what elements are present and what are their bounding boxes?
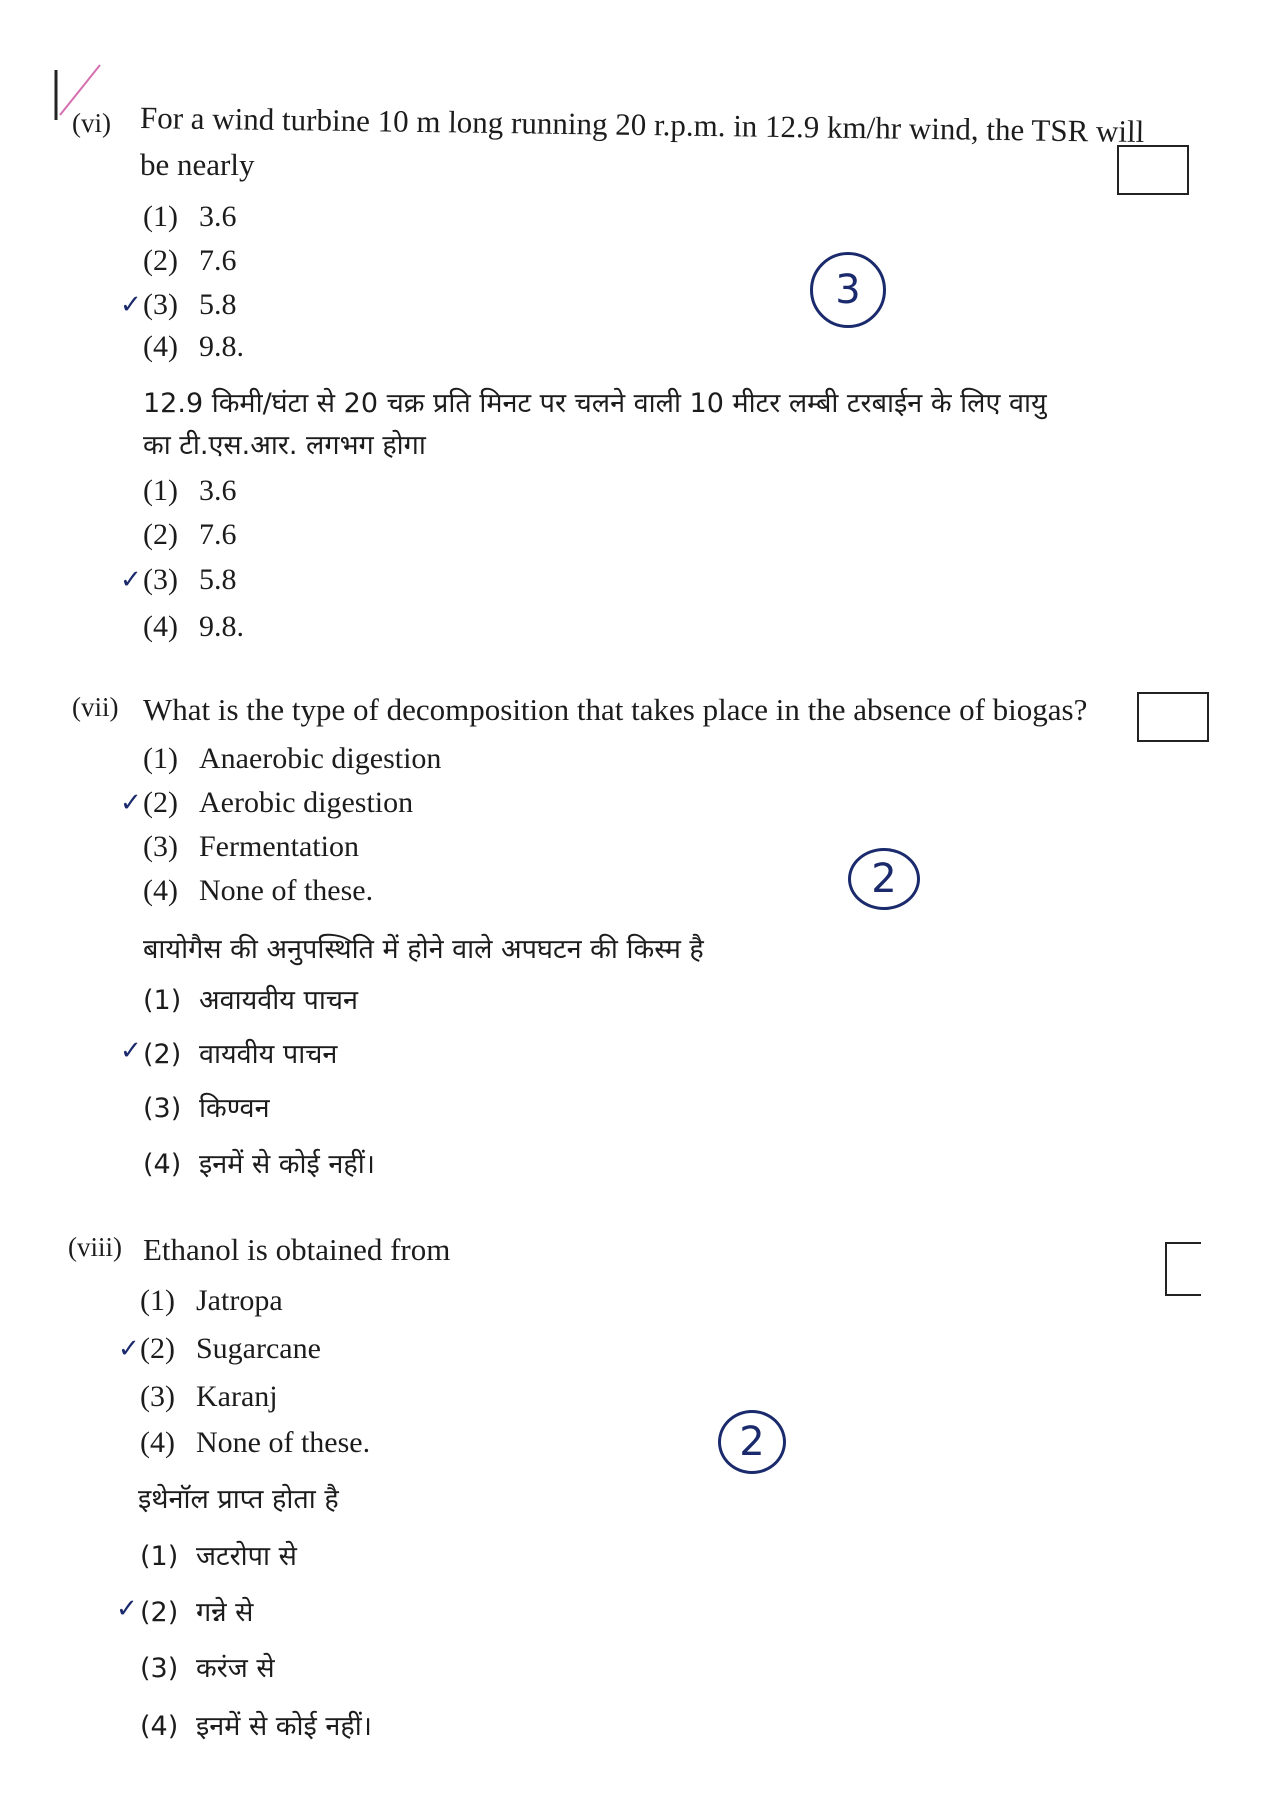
- option-4: (4) None of these.: [140, 1426, 371, 1459]
- question-text-line2: be nearly: [140, 147, 255, 182]
- question-number: (viii): [68, 1232, 122, 1262]
- option-3-hindi: (3) 5.8: [143, 563, 237, 596]
- option-4-hindi: (4) इनमें से कोई नहीं।: [143, 1149, 375, 1180]
- option-4: (4) 9.8.: [143, 330, 244, 363]
- answer-box[interactable]: [1137, 692, 1209, 742]
- tick-mark: ✓: [116, 1594, 138, 1624]
- option-4: (4) None of these.: [143, 874, 374, 907]
- option-1-hindi: (1) जटरोपा से: [140, 1541, 297, 1572]
- option-1: (1) 3.6: [143, 200, 237, 233]
- tick-mark: ✓: [120, 565, 142, 595]
- option-1-hindi: (1) 3.6: [143, 474, 237, 507]
- question-number: (vii): [72, 692, 119, 722]
- tick-mark: ✓: [120, 1036, 142, 1066]
- option-2-hindi: (2) 7.6: [143, 518, 237, 551]
- option-2: (2) Aerobic digestion: [143, 786, 414, 819]
- question-text-hindi-line1: 12.9 किमी/घंटा से 20 चक्र प्रति मिनट पर चलने वाली 10 मीटर लम्बी टरबाईन के लिए वायु: [143, 388, 1047, 419]
- option-3: (3) 5.8: [143, 288, 237, 321]
- question-number: (vi): [72, 108, 111, 138]
- option-3: (3) Karanj: [140, 1380, 278, 1413]
- option-2-hindi: (2) वायवीय पाचन: [143, 1039, 338, 1070]
- tick-mark: ✓: [120, 788, 142, 818]
- option-3-hindi: (3) किण्वन: [143, 1093, 270, 1124]
- tick-mark: ✓: [118, 1334, 140, 1364]
- option-1: (1) Jatropa: [140, 1284, 283, 1317]
- question-text-hindi: इथेनॉल प्राप्त होता है: [138, 1484, 339, 1515]
- option-2-hindi: (2) गन्ने से: [140, 1597, 254, 1628]
- question-text-hindi: बायोगैस की अनुपस्थिति में होने वाले अपघटन की किस्म है: [143, 934, 704, 965]
- option-2: (2) Sugarcane: [140, 1332, 321, 1365]
- option-1: (1) Anaerobic digestion: [143, 742, 442, 775]
- answer-box[interactable]: [1165, 1242, 1201, 1296]
- marked-answer-circle: 3: [810, 252, 886, 328]
- question-text-hindi-line2: का टी.एस.आर. लगभग होगा: [143, 430, 426, 461]
- option-4-hindi: (4) इनमें से कोई नहीं।: [140, 1711, 372, 1742]
- question-text: Ethanol is obtained from: [143, 1232, 451, 1267]
- option-2: (2) 7.6: [143, 244, 237, 277]
- option-3: (3) Fermentation: [143, 830, 359, 863]
- option-1-hindi: (1) अवायवीय पाचन: [143, 985, 358, 1016]
- question-text: What is the type of decomposition that takes place in the absence of biogas?: [143, 692, 1088, 727]
- question-text-line1: For a wind turbine 10 m long running 20 r.p.m. in 12.9 km/hr wind, the TSR will: [139, 100, 1145, 150]
- option-4-hindi: (4) 9.8.: [143, 610, 244, 643]
- answer-box[interactable]: [1117, 145, 1189, 195]
- marked-answer-circle: 2: [848, 848, 920, 910]
- marked-answer-circle: 2: [718, 1410, 786, 1474]
- option-3-hindi: (3) करंज से: [140, 1653, 275, 1684]
- tick-mark: ✓: [120, 290, 142, 320]
